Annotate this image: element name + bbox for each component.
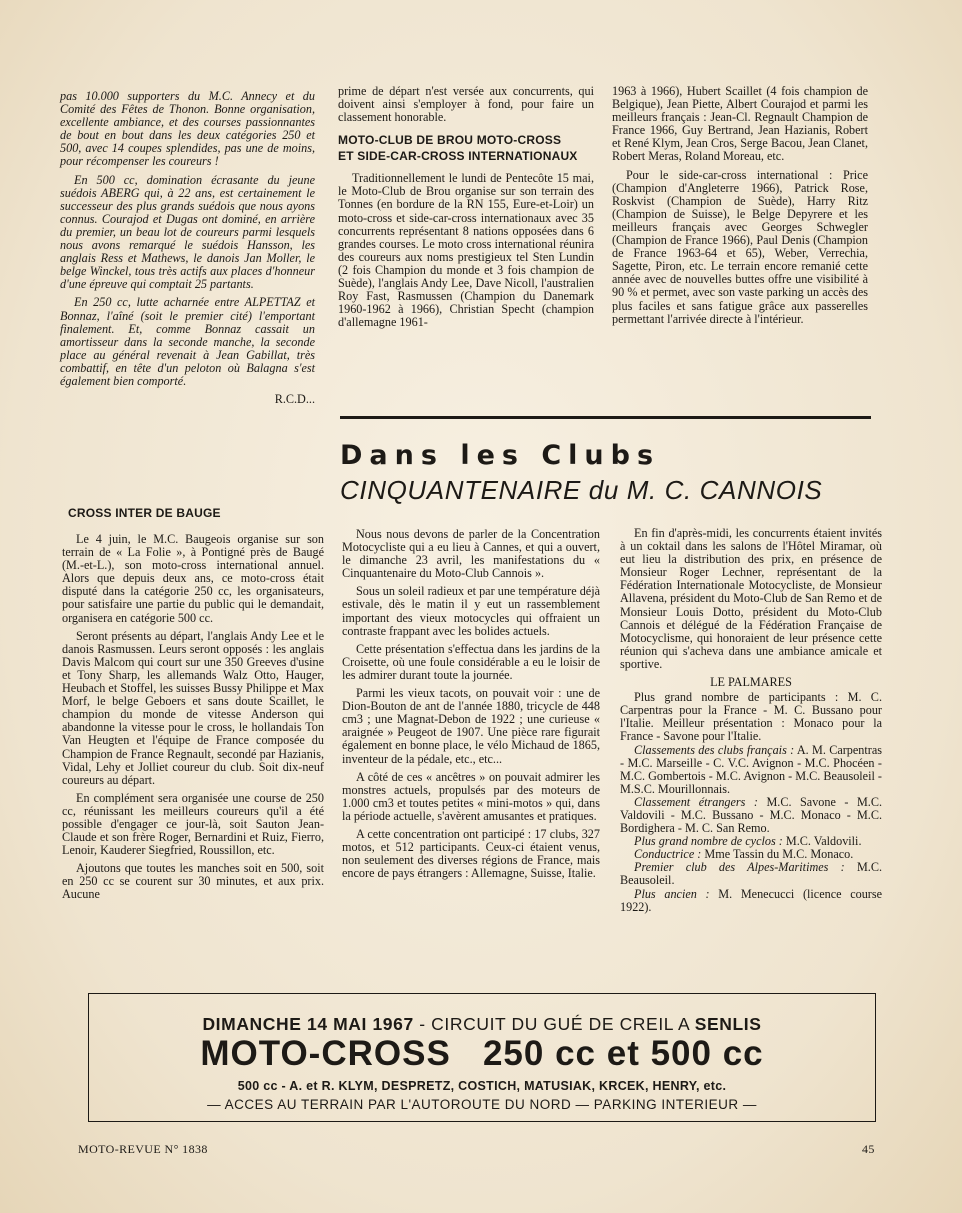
palmares-text: M.C. Beausoleil.	[620, 860, 882, 888]
article-paragraph: Le 4 juin, le M.C. Baugeois organise sur son terrain de « La Folie », à Pontigné près de Baugé (M.-et-L.), son moto-cross international annuel. Alors que depuis deux ans, ce moto-cross était disputé dans la catégorie 250 cc, les organisateurs, pour satisfaire une partie du public qui le demandait, organisera en catégorie 500 cc.	[62, 532, 324, 625]
author-signature: R.C.D...	[274, 392, 315, 407]
article-heading-bauge: CROSS INTER DE BAUGE	[68, 506, 221, 520]
ad-town: SENLIS	[694, 1014, 762, 1034]
palmares-entry	[620, 796, 882, 835]
palmares-entry	[620, 861, 882, 887]
article-paragraph: A côté de ces « ancêtres » on pouvait admirer les monstres actuels, propulsés par des moteurs de 1.000 cm3 et toutes petites « mini-motos » qui, dans la période actuelle, s'avèrent amusantes et pratiques.	[342, 769, 600, 823]
article-text: Traditionnellement le lundi de Pentecôte 15 mai, le Moto-Club de Brou organise sur son terrain des Tonnes (en bordure de la RN 155, Eure-et-Loir) un moto-cross et side-car-cross internationaux avec 35 concurrents représentant 8 nations opposées dans 6 grandes courses. Le moto cross international réunira des coureurs aux noms prestigieux tel Sten Lundin (2 fois Champion du monde et 3 fois champion de Suède), l'anglais Andy Lee, Dave Nicoll, l'australien Roy Fast, Rasmussen (Champion du Danemark 1960-1962 à 1966), Christian Specht (champion d'allemagne 1961-	[338, 171, 594, 330]
palmares-label: Classement étrangers :	[634, 794, 758, 809]
palmares-label: Conductrice :	[634, 847, 702, 862]
article-paragraph: Sous un soleil radieux et par une température déjà estivale, dès le matin il y eut un rassemblement important des vieux motocycles qui offraient un contraste frappant avec les bolides actuels.	[342, 584, 600, 638]
article-brou	[338, 85, 594, 334]
article-title-cinquantenaire: CINQUANTENAIRE du M. C. CANNOIS	[340, 475, 823, 505]
article-cannes	[342, 528, 600, 885]
article-paragraph: Pour le side-car-cross international : Price (Champion d'Angleterre 1966), Patrick Rose, Roskvist (Champion de Suède), Harry Ritz (Champion de Suisse), le Belge Depyrere et les meilleurs français avec Georges Schwegler (Champion de France 1966), Paul Denis (Champion de France 1963-64 et 65), Weber, Verrechia, Sagette, Piron, etc. Le terrain encore remanié cette année avec de nouvelles buttes offre une visibilité à 90 % et permet, avec son vaste parking un accès des plus faciles et sans fatigue grâce aux passerelles permettant l'arrivée directe à l'intérieur.	[612, 167, 868, 326]
palmares-label: Plus grand nombre de cyclos :	[634, 834, 783, 849]
section-rule	[340, 416, 871, 419]
article-paragraph: Ajoutons que toutes les manches soit en 500, soit en 250 cc se courent sur 30 minutes, et aux prix. Aucune	[62, 861, 324, 902]
article-paragraph: En 500 cc, domination écrasante du jeune suédois ABERG qui, à 22 ans, est certainement le successeur des plus grands suédois que nous ayons connus. Courajod et Dugas ont dominé, en arrière du premier, un beau lot de coureurs parmi lesquels nous avons remarqué le suédois Hansson, les anglais Ress et Mathews, le danois Jan Moller, le belge Winckel, tous très actifs aux places d'honneur d'une épreuve qui comptait 25 partants.	[60, 172, 315, 292]
article-brou-continued	[612, 85, 868, 331]
palmares-text: M. Menecucci (licence course 1922).	[620, 886, 883, 914]
advertisement-box	[88, 993, 876, 1122]
article-paragraphs	[60, 90, 315, 388]
ad-circuit: - CIRCUIT DU GUÉ DE CREIL A	[413, 1014, 695, 1034]
article-paragraph: pas 10.000 supporters du M.C. Annecy et du Comité des Fêtes de Thonon. Bonne organisation, excellente ambiance, et des courses passionnantes de bout en bout dans les deux catégories 250 et 500, avec 14 coupes splendides, pas une de moins, pour récompenser les coureurs !	[60, 89, 315, 169]
ad-access: — ACCES AU TERRAIN PAR L'AUTOROUTE DU NORD — PARKING INTERIEUR —	[207, 1097, 757, 1112]
article-paragraph: 1963 à 1966), Hubert Scaillet (4 fois champion de Belgique), Jean Piette, Albert Courajod et parmi les meilleurs français : Jean-Cl. Regnault Champion de France 1966, Guy Bertrand, Jean Hazianis, Robert et René Klym, Jean Cros, Serge Bacou, Jean Clanet, Robert Meras, Roland Moreau, etc.	[612, 84, 868, 164]
article-bauge	[62, 501, 324, 907]
ad-headline: MOTO-CROSS 250 cc et 500 cc	[200, 1034, 764, 1073]
palmares-label: Plus ancien :	[634, 886, 710, 901]
palmares-entry	[620, 744, 882, 796]
ad-riders: 500 cc - A. et R. KLYM, DESPRETZ, COSTICH, MATUSIAK, KRCEK, HENRY, etc.	[237, 1079, 727, 1093]
palmares-entry	[620, 691, 882, 743]
article-heading-brou: MOTO-CLUB DE BROU MOTO-CROSS ET SIDE-CAR-CROSS INTERNATIONAUX	[338, 133, 578, 164]
palmares-list	[620, 691, 882, 914]
article-paragraph: En 250 cc, lutte acharnée entre ALPETTAZ et Bonnaz, l'aîné (soit le premier cité) l'emportant finalement. Et, comme Bonnaz cassait un amortisseur dans la seconde manche, la seconde place au général revenait à Jean Gabillat, très combattif, en tête d'un peloton où Balagna s'est également bien comporté.	[60, 295, 315, 388]
article-text: En fin d'après-midi, les concurrents étaient invités à un coktail dans les salons de l'Hôtel Miramar, où eut lieu la distribution des prix, en présence de Monsieur Roger Lechner, représentant de la Fédération Internationale Motocycliste, de Monsieur Allavena, président du Moto-Club de San Remo et de Monsieur Louis Dotto, président du Moto-Club Cannois et délégué de la Fédération Française de Motocyclisme, qui honoraient de leur présence cette réunion qui s'acheva dans une ambiance amicale et sportive.	[620, 526, 882, 671]
article-paragraphs	[612, 85, 868, 326]
article-paragraphs	[62, 533, 324, 902]
article-paragraph: A cette concentration ont participé : 17 clubs, 327 motos, et 512 participants. Ceux-ci étaient venus, non seulement des diverses régions de France, mais encore de pays étrangers : Allemagne, Suisse, Italie.	[342, 826, 600, 881]
palmares-text: M.C. Savone - M.C. Valdovili - M.C. Bussano - M.C. Monaco - M.C. Bordighera - M. C. San Remo.	[620, 794, 883, 836]
footer-issue: MOTO-REVUE N° 1838	[78, 1142, 208, 1156]
palmares-text: M.C. Valdovili.	[785, 834, 862, 849]
palmares-text: Plus grand nombre de participants : M. C. Carpentras pour la France - M. C. Bussano pour l'Italie. Meilleur présentation : Monaco pour la France - Savone pour l'Italie.	[620, 690, 882, 744]
ad-date: DIMANCHE 14 MAI 1967	[202, 1014, 414, 1034]
palmares-entry	[620, 888, 882, 914]
palmares-text: A. M. Carpentras - M.C. Marseille - C. V.C. Avignon - M.C. Phocéen - M.C. Gombertois - M.C. Avignon - M.C. Beausoleil - M.S.C. Mourillonnais.	[620, 742, 883, 796]
section-title-clubs: Dans les Clubs	[340, 440, 661, 471]
palmares-title: LE PALMARES	[710, 675, 792, 690]
article-annecy-thonon-end	[60, 90, 315, 411]
palmares-text: Mme Tassin du M.C. Monaco.	[704, 847, 854, 862]
palmares-label: Classements des clubs français :	[634, 742, 795, 757]
article-paragraph: Nous nous devons de parler de la Concentration Motocycliste qui a eu lieu à Cannes, et qui a ouvert, le dimanche 23 avril, les manifestations du « Cinquantenaire du Moto-Club Cannois ».	[342, 527, 600, 581]
article-text: prime de départ n'est versée aux concurrents, qui doivent ainsi s'employer à fond, pour faire un classement honorable.	[338, 84, 594, 125]
article-paragraph: En complément sera organisée une course de 250 cc, réunissant les meilleurs coureurs qu'il a été possible d'engager ce jour-là, soit Sauton Jean-Claude et son frère Roger, Bernardini et Ruiz, Fierro, Lenoir, Kauderer Siegfried, Roussillon, etc.	[62, 790, 324, 858]
ad-date-line	[89, 1014, 875, 1035]
article-cannes-continued	[620, 527, 882, 914]
footer-page-number: 45	[862, 1142, 875, 1156]
article-paragraphs	[342, 528, 600, 880]
article-paragraph: Cette présentation s'effectua dans les jardins de la Croisette, où une foule considérable a eu le loisir de les admirer durant toute la journée.	[342, 641, 600, 682]
palmares-label: Premier club des Alpes-Maritimes :	[634, 860, 845, 875]
article-paragraph: Seront présents au départ, l'anglais Andy Lee et le danois Rasmussen. Leurs seront opposés : les anglais Davis Malcom qui court sur une 350 Greeves d'usine et Tony Sharp, les allemands Walz Otto, Hauger, Heubach et Stoffel, les suisses Bussy Philippe et Max Morf, le belge Geboers et sans doute Scaillet, le champion du monde de vitesse Anderson qui abandonne la vitesse pour le cross, le hollandais Ton Van Heugten et l'équipe de France composée du Champion de France Regnault, secondé par Hazianis, Vidal, Lehy et Jolliet coureur du club. Soit dix-neuf coureurs au départ.	[62, 628, 324, 787]
article-paragraph: Parmi les vieux tacots, on pouvait voir : une de Dion-Bouton de ant de l'année 1880, tricycle de 448 cm3 ; une Magnat-Debon de 1922 ; une curieuse « araignée » Peugeot de 1907. Une pièce rare figurait également en bonne place, le vélo Michaud de 1865, inventeur de la pédale, etc., etc...	[342, 686, 600, 766]
